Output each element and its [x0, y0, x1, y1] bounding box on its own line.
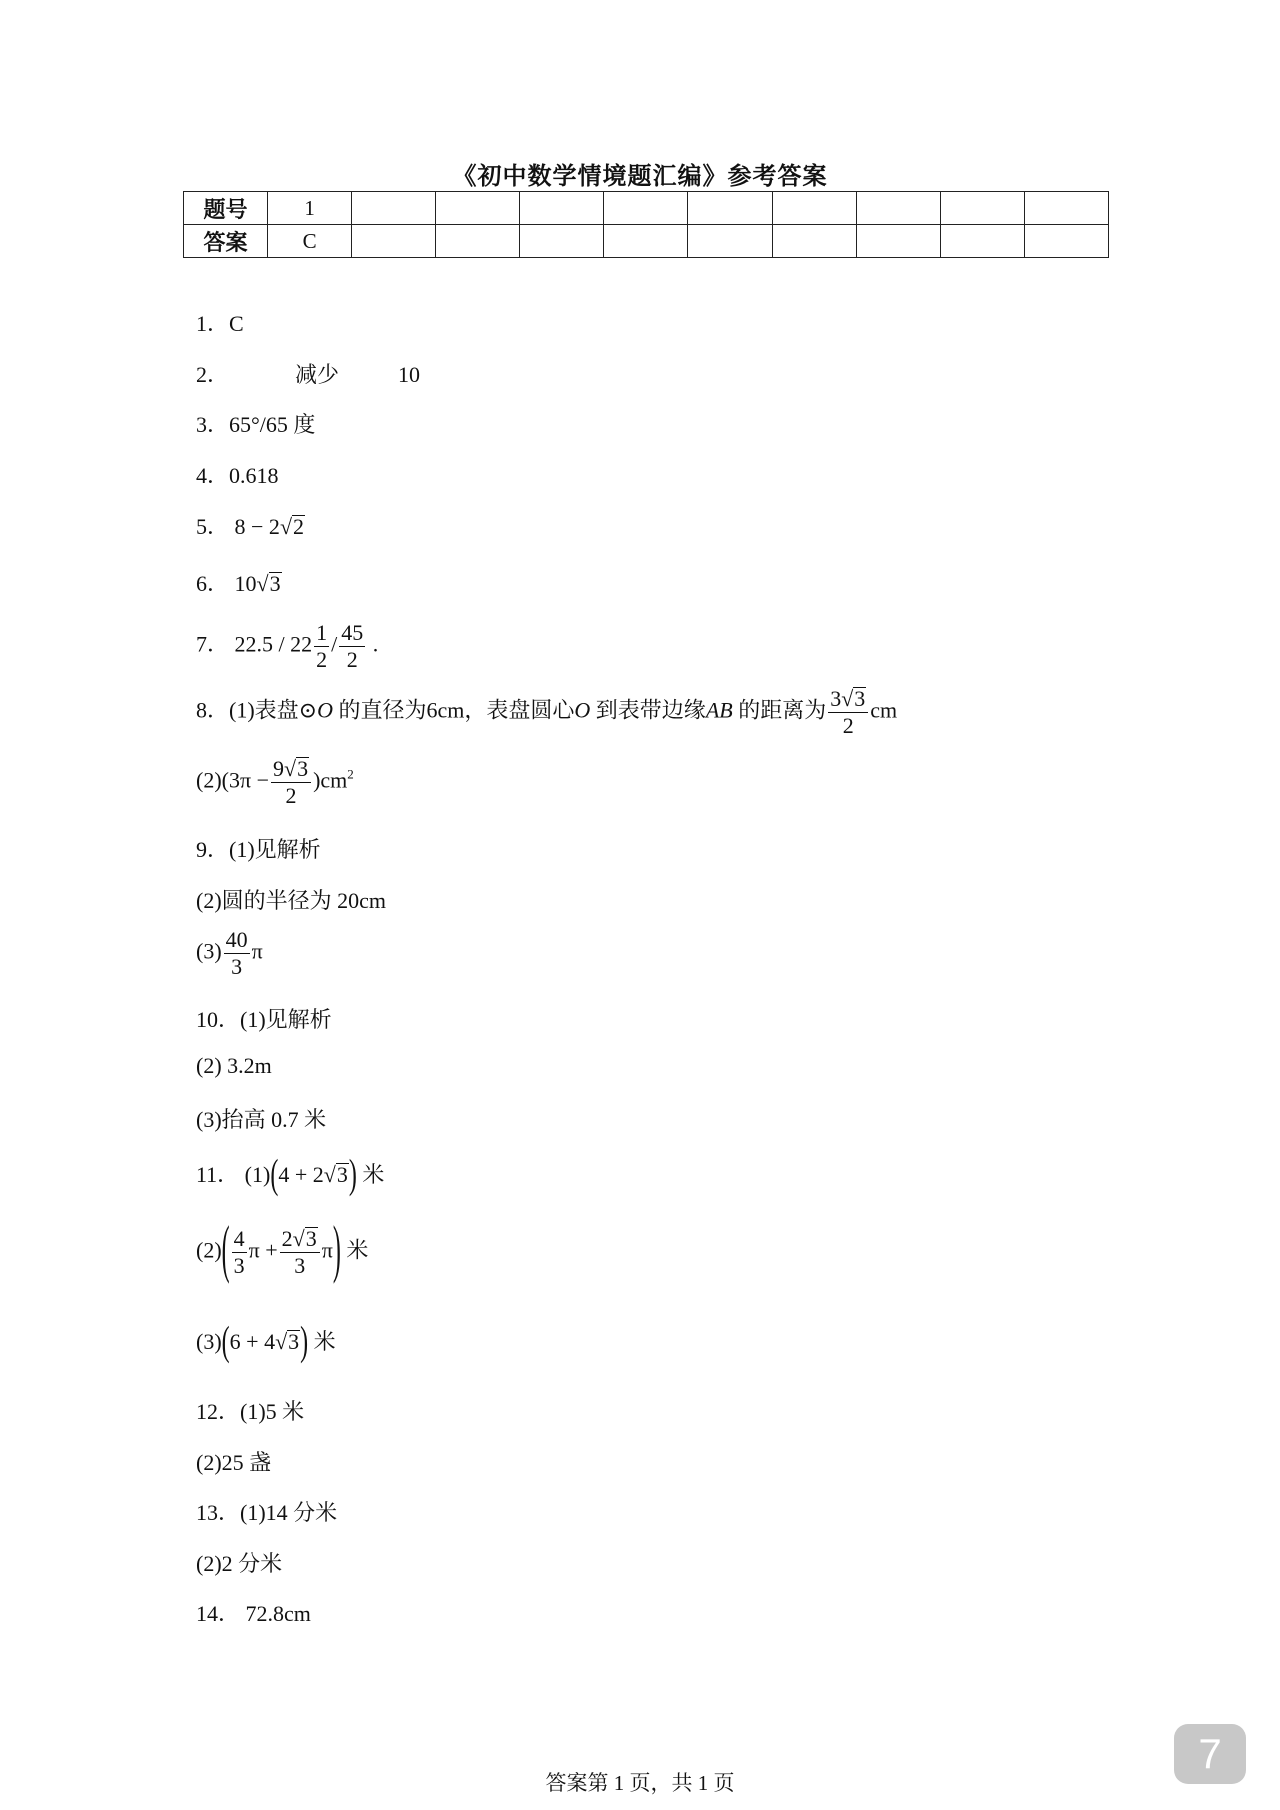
expr: 6 + 4: [229, 1329, 276, 1354]
pi-symbol: π: [321, 1237, 333, 1263]
table-cell: [352, 192, 436, 225]
answer-6-expr: 10: [234, 571, 257, 596]
table-row-answers: [184, 225, 1109, 258]
answer-9-part1: 9．(1)见解析: [196, 837, 321, 862]
answer-12-part2: (2)25 盏: [196, 1450, 272, 1475]
radicand: 3: [288, 1329, 300, 1354]
answer-11-part1: [196, 1154, 385, 1199]
answer-8-part2: [196, 756, 354, 809]
right-paren: ): [300, 1321, 309, 1366]
sqrt-symbol: √3: [256, 571, 281, 596]
table-cell: [940, 192, 1024, 225]
numerator: 1: [316, 620, 328, 645]
answer-2-value: 10: [398, 362, 421, 387]
answer-2-text: 减少: [295, 362, 340, 387]
text: 到表带边缘: [595, 697, 706, 723]
expr: 4 + 2: [278, 1162, 324, 1187]
table-cell: [772, 192, 856, 225]
table-cell: [772, 225, 856, 258]
fraction: [828, 686, 868, 739]
answer-10-part3: (3)抬高 0.7 米: [196, 1107, 327, 1132]
part-label: 11． (1): [196, 1162, 271, 1187]
sqrt-symbol: √3: [284, 756, 309, 781]
fraction: [280, 1226, 320, 1279]
coefficient: 9: [273, 756, 284, 781]
table-cell: [436, 225, 520, 258]
fraction: [271, 756, 311, 809]
denominator: 2: [316, 647, 328, 672]
denominator: 3: [294, 1253, 306, 1278]
answer-number: 7．: [196, 631, 230, 657]
value-diameter: 6cm: [426, 697, 465, 723]
answer-13-part2: (2)2 分米: [196, 1551, 283, 1576]
answer-8-part1: [196, 686, 897, 739]
answer-12-part1: 12．(1)5 米: [196, 1399, 305, 1424]
answer-7: [196, 620, 378, 673]
part-label: (2): [196, 767, 222, 793]
table-cell: [520, 192, 604, 225]
right-paren: ): [348, 1154, 357, 1199]
answer-table: [183, 191, 1109, 258]
part-label: (3): [196, 938, 222, 964]
answer-4: 4．0.618: [196, 463, 279, 488]
answer-9-part2: (2)圆的半径为 20cm: [196, 888, 387, 913]
denominator: 2: [285, 783, 297, 808]
radicand: 3: [269, 571, 281, 596]
text: 的直径为: [338, 697, 427, 723]
answer-11-part3: [196, 1321, 336, 1366]
table-cell: [520, 225, 604, 258]
denominator: 3: [231, 954, 243, 979]
left-paren: (: [221, 1216, 230, 1287]
pi-symbol: π: [251, 938, 263, 964]
part-label: (2): [196, 1237, 222, 1263]
answer-7-expr: 22.5 / 22: [234, 631, 313, 657]
radicand: 2: [293, 514, 305, 539]
unit: 米: [346, 1237, 369, 1263]
numerator: 4: [233, 1226, 245, 1251]
sqrt-symbol: √3: [323, 1162, 348, 1187]
fraction: [224, 927, 250, 980]
unit: 米: [313, 1329, 336, 1354]
coefficient: 2: [281, 1226, 293, 1251]
answer-6: [196, 567, 282, 598]
table-cell: [688, 192, 772, 225]
unit: 米: [362, 1162, 385, 1187]
right-paren: ): [332, 1216, 341, 1287]
numerator: [828, 686, 868, 713]
left-paren: (: [221, 1321, 230, 1366]
answer-10-part2: (2) 3.2m: [196, 1053, 272, 1078]
unit: cm: [870, 697, 898, 723]
radicand: 3: [305, 1226, 317, 1251]
table-header-answer: 答案: [184, 225, 268, 258]
period: .: [372, 631, 379, 657]
fraction: [314, 620, 329, 673]
denominator: 2: [842, 713, 854, 738]
table-row-numbers: [184, 192, 1109, 225]
answer-2: [196, 358, 420, 389]
answer-number: 6．: [196, 571, 230, 596]
numerator: [271, 756, 311, 783]
radicand: 3: [854, 686, 866, 711]
radicand: 3: [336, 1162, 348, 1187]
expr: (3π −: [221, 767, 269, 793]
answer-11-part2: [196, 1216, 369, 1287]
table-cell: [940, 225, 1024, 258]
table-cell: [436, 192, 520, 225]
answer-number: 5．: [196, 514, 230, 539]
sqrt-symbol: √3: [292, 1226, 317, 1251]
numerator: 45: [341, 620, 364, 645]
table-cell: [856, 225, 940, 258]
coefficient: 3: [830, 686, 842, 711]
numerator: 40: [225, 927, 248, 952]
text: ，表盘圆心: [464, 697, 575, 723]
page-footer: 答案第 1 页，共 1 页: [545, 1771, 735, 1795]
text: 8．(1)表盘⊙: [196, 697, 318, 723]
table-cell: C: [268, 225, 352, 258]
fraction: [232, 1226, 247, 1279]
table-cell: 1: [268, 192, 352, 225]
point-O: O: [574, 697, 591, 723]
answer-3: 3．65°/65 度: [196, 412, 316, 437]
table-cell: [604, 192, 688, 225]
left-paren: (: [270, 1154, 279, 1199]
answer-10-part1: 10．(1)见解析: [196, 1007, 332, 1032]
numerator: [280, 1226, 320, 1253]
radicand: 3: [297, 756, 309, 781]
answer-14: 14． 72.8cm: [196, 1601, 311, 1626]
part-label: (3): [196, 1329, 222, 1354]
answer-9-part3: [196, 927, 263, 980]
table-cell: [688, 225, 772, 258]
table-cell: [1024, 225, 1108, 258]
page-title: 《初中数学情境题汇编》参考答案: [452, 164, 828, 190]
answer-number: 2．: [196, 362, 230, 387]
sqrt-symbol: √3: [275, 1329, 300, 1354]
answer-1: 1．C: [196, 311, 244, 336]
unit: )cm: [313, 767, 348, 793]
separator: /: [331, 631, 338, 657]
table-cell: [604, 225, 688, 258]
answer-5: [196, 510, 305, 541]
sqrt-symbol: √2: [279, 514, 305, 539]
table-cell: [352, 225, 436, 258]
table-cell: [1024, 192, 1108, 225]
table-header-number: 题号: [184, 192, 268, 225]
sqrt-symbol: √3: [841, 686, 866, 711]
superscript: 2: [347, 766, 354, 782]
denominator: 3: [233, 1253, 245, 1278]
table-cell: [856, 192, 940, 225]
denominator: 2: [346, 647, 358, 672]
answer-13-part1: 13．(1)14 分米: [196, 1500, 338, 1525]
text: 的距离为: [738, 697, 827, 723]
fraction: [339, 620, 365, 673]
point-O: O: [317, 697, 333, 723]
page-number-badge: 7: [1174, 1724, 1246, 1784]
answer-5-expr: 8 − 2: [234, 514, 280, 539]
expr: π +: [248, 1237, 278, 1263]
segment-AB: AB: [705, 697, 733, 723]
